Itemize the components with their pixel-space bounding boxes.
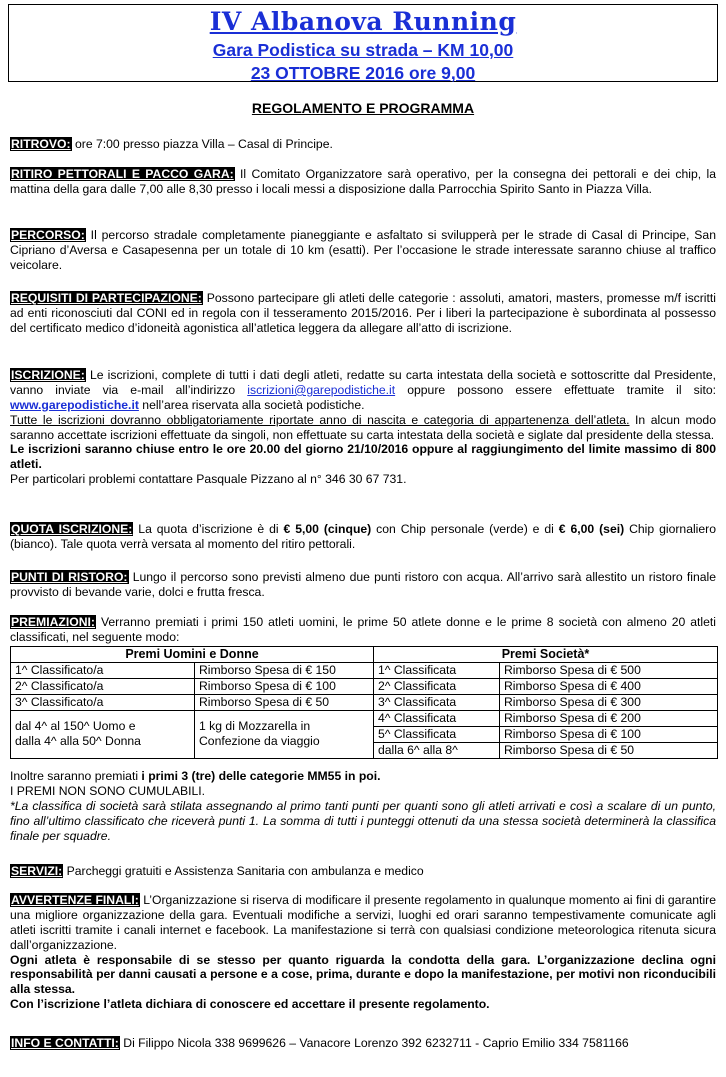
section-ritiro — [10, 167, 716, 197]
registration-deadline: Le iscrizioni saranno chiuse entro le ore 20.00 del giorno 21/10/2016 oppure al raggiungimento del limite massimo di 800 atleti. — [10, 442, 716, 472]
table-row: 1^ Classificato/a Rimborso Spesa di € 150 1^ Classificata Rimborso Spesa di € 500 — [11, 663, 718, 679]
fee-green-chip: € 5,00 (cinque) — [283, 522, 372, 536]
prize-header-individual: Premi Uomini e Donne — [11, 647, 374, 663]
section-text: Verranno premiati i primi 150 atleti uomini, le prime 50 atlete donne e le prime 8 società con almeno 20 atleti classificati, nel seguente modo: — [10, 615, 716, 644]
table-row: dalla 6^ alla 8^ Rimborso Spesa di € 50 — [11, 742, 718, 758]
section-text: Lungo il percorso sono previsti almeno due punti ristoro con acqua. All’arrivo sarà allestito un ristoro finale provvisto di bevande varie, dolci e frutta fresca. — [10, 570, 716, 599]
website-link[interactable]: www.garepodistiche.it — [10, 397, 139, 412]
section-text: Il percorso stradale completamente pianeggiante e asfaltato si svilupperà per le strade di Casal di Principe, San Cipriano d’Aversa e Casapesenna per un totale di 10 km (esatti). Per l’occasione le strade interessate saranno chiuse al traffico veicolare. — [10, 228, 716, 272]
section-label: RITROVO: — [11, 137, 71, 151]
section-label: QUOTA ISCRIZIONE: — [11, 522, 133, 536]
section-text: L’Organizzazione si riserva di modificare il presente regolamento in qualunque momento ai fini di garantire una migliore organizzazione della gara. Eventuali modifiche a servizi, luoghi ed orari saranno tempestivamente comunicate agli atleti iscritti tramite i canali internet e facebook. La manifestazione si terrà con qualsiasi condizione meteorologica ritenuta sicura dall’organizzazione. — [10, 893, 716, 952]
section-quota: QUOTA ISCRIZIONE: La quota d’iscrizione è di € 5,00 (cinque) con Chip personale (verde) e di € 6,00 (sei) Chip giornaliero (bianco). Tale quota verrà versata al momento del ritiro pettorali. — [10, 522, 716, 551]
contact-note: Per particolari problemi contattare Pasquale Pizzano al n° 346 30 67 731. — [10, 472, 407, 487]
table-row: 3^ Classificato/a Rimborso Spesa di € 50 3^ Classificata Rimborso Spesa di € 300 — [11, 695, 718, 711]
section-label: INFO E CONTATTI: — [11, 1036, 119, 1050]
section-label: REQUISITI DI PARTECIPAZIONE: — [11, 291, 202, 305]
email-link[interactable]: iscrizioni@garepodistiche.it — [247, 382, 396, 397]
section-label: SERVIZI: — [11, 864, 63, 878]
event-subtitle: Gara Podistica su strada – KM 10,00 — [212, 39, 514, 60]
society-ranking-note: *La classifica di società sarà stilata assegnando al primo tanti punti per quanti sono gli atleti arrivati e così a scalare di un punto, fino all’ultimo classificato che riceverà punti 1. La somma di tutti i punteggi ottenuti da una stessa società determinerà la classifica finale per squadre. — [10, 798, 716, 843]
fee-white-chip: € 6,00 (sei) — [558, 522, 625, 536]
event-title: IV Albanova Running — [209, 7, 517, 36]
section-info — [10, 1036, 716, 1051]
section-text: Possono partecipare gli atleti delle categorie : assoluti, amatori, masters, promesse m/f iscritti ad enti riconosciuti dal CONI ed in regola con il tesseramento 2015/2016. Per i liberi la partecipazione è subordinata al possesso del certificato medico d’idoneità agonistica all’atletica leggera da allegare all’atto di iscrizione. — [10, 291, 716, 335]
title-box — [8, 4, 718, 82]
section-text: Il Comitato Organizzatore sarà operativo, per la consegna dei pettorali e dei chip, la mattina della gara dalle 7,00 alle 8,30 presso i locali messi a disposizione dalla Parrocchia Spirito Santo in Piazza Villa. — [10, 167, 716, 196]
registration-requirement: Tutte le iscrizioni dovranno obbligatoriamente riportate anno di nascita e categoria di appartenenza dell’atleta. — [10, 412, 630, 427]
section-iscrizione: ISCRIZIONE: Le iscrizioni, complete di tutti i dati degli atleti, redatte su carta intestata della società e sottoscritte dal Presidente, vanno inviate via e-mail all’indirizzo iscrizioni@garepodistiche.it oppure possono essere effettuate tramite il sito: www.garepodistiche.it nell’area riservata alla società podistiche. Tutte le iscrizioni dovranno obbligatoriamente riportate anno di nascita e categoria di appartenenza dell’atleta. In alcun modo saranno accettate iscrizioni effettuate da singoli, non effettuate su carta intestata della società e siglate dal presidente della stessa. Le iscrizioni saranno chiuse entro le ore 20.00 del giorno 21/10/2016 oppure al raggiungimento del limite massimo di 800 atleti. Per particolari problemi contattare Pasquale Pizzano al n° 346 30 67 731. — [10, 368, 716, 487]
acceptance-note: Con l’iscrizione l’atleta dichiara di conoscere ed accettare il presente regolamento. — [10, 997, 490, 1012]
section-label: RITIRO PETTORALI E PACCO GARA: — [11, 167, 234, 181]
section-label: PERCORSO: — [11, 228, 85, 242]
table-row: 2^ Classificato/a Rimborso Spesa di € 100 2^ Classificata Rimborso Spesa di € 400 — [11, 679, 718, 695]
prize-header-society: Premi Società* — [374, 647, 718, 663]
section-avvertenze — [10, 893, 716, 1012]
prize-notes: Inoltre saranno premiati i primi 3 (tre) delle categorie MM55 in poi. I PREMI NON SONO CUMULABILI. *La classifica di società sarà stilata assegnando al primo tanti punti per quanti sono gli atleti arrivati e così a scalare di un punto, fino all’ultimo classificato che riceverà punti 1. La somma di tutti i punteggi ottenuti da una stessa società determinerà la classifica finale per squadre. — [10, 769, 716, 843]
table-row: 5^ Classificata Rimborso Spesa di € 100 — [11, 726, 718, 742]
section-label: PREMIAZIONI: — [11, 615, 95, 629]
section-requisiti — [10, 291, 716, 336]
section-premiazioni — [10, 615, 716, 645]
section-percorso — [10, 228, 716, 273]
responsibility-note: Ogni atleta è responsabile di se stesso per quanto riguarda la condotta della gara. L’organizzazione declina ogni responsabilità per danni causati a persone e a cose, prima, durante e dopo la manifestazione, per motivi non riconducibili alla stessa. — [10, 952, 716, 997]
section-label: AVVERTENZE FINALI: — [11, 893, 139, 907]
section-text: ore 7:00 presso piazza Villa – Casal di Principe. — [71, 137, 333, 151]
section-label: PUNTI DI RISTORO: — [11, 570, 128, 584]
not-cumulative-note: I PREMI NON SONO CUMULABILI. — [10, 783, 206, 798]
section-label: ISCRIZIONE: — [11, 368, 85, 382]
table-row: dal 4^ al 150^ Uomo e dalla 4^ alla 50^ Donna 1 kg di Mozzarella in Confezione da viaggio 4^ Classificata Rimborso Spesa di € 200 — [11, 710, 718, 726]
section-text: Di Filippo Nicola 338 9699626 – Vanacore Lorenzo 392 6232711 - Caprio Emilio 334 7581166 — [119, 1036, 629, 1050]
section-ritrovo — [10, 137, 716, 152]
prize-table — [10, 646, 718, 759]
regulation-heading: REGOLAMENTO E PROGRAMMA — [251, 100, 475, 116]
section-servizi — [10, 864, 716, 879]
section-ristoro — [10, 570, 716, 600]
event-date: 23 OTTOBRE 2016 ore 9,00 — [250, 62, 476, 83]
section-text: Parcheggi gratuiti e Assistenza Sanitaria con ambulanza e medico — [63, 864, 424, 878]
